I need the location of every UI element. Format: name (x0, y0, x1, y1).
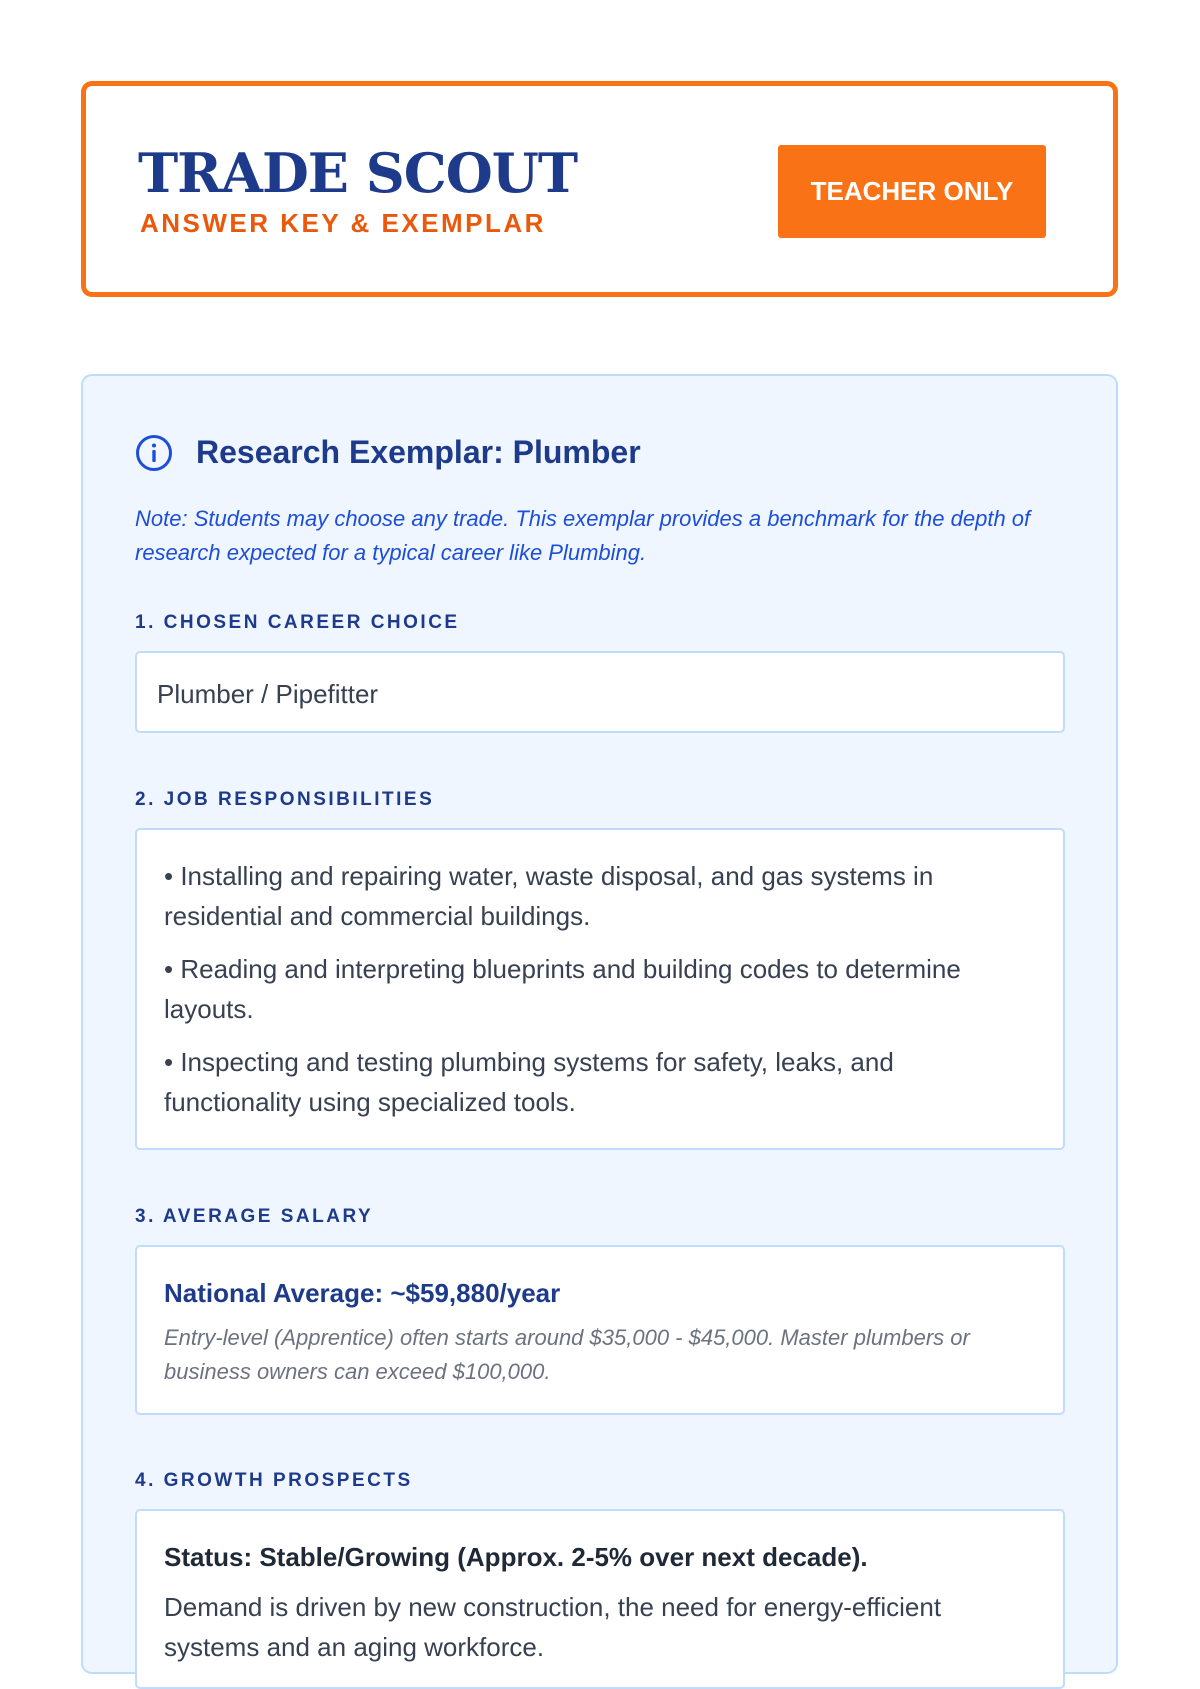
header-card (81, 81, 1118, 297)
list-item: • Reading and interpreting blueprints and building codes to determine layouts. (164, 954, 961, 1024)
list-item: • Inspecting and testing plumbing systems for safety, leaks, and functionality using specialized tools. (164, 1047, 894, 1117)
section-title: Research Exemplar: Plumber (196, 434, 641, 470)
list-item: • Installing and repairing water, waste disposal, and gas systems in residential and commercial buildings. (164, 861, 934, 931)
info-icon (135, 434, 173, 472)
salary-detail: Entry-level (Apprentice) often starts around $35,000 - $45,000. Master plumbers or business owners can exceed $100,000. (164, 1325, 970, 1384)
responsibilities-label: 2. JOB RESPONSIBILITIES (135, 789, 435, 810)
growth-field (135, 1509, 1065, 1689)
growth-status: Status: Stable/Growing (Approx. 2-5% over next decade). (164, 1542, 868, 1572)
responsibilities-list (164, 856, 1024, 1135)
responsibilities-field (135, 828, 1065, 1150)
brand-title: TRADE SCOUT (138, 141, 578, 205)
teacher-only-button[interactable]: TEACHER ONLY (778, 145, 1046, 238)
career-value: Plumber / Pipefitter (157, 679, 379, 709)
career-label: 1. CHOSEN CAREER CHOICE (135, 612, 460, 633)
growth-detail: Demand is driven by new construction, the need for energy-efficient systems and an aging workforce. (164, 1592, 942, 1662)
salary-field (135, 1245, 1065, 1415)
growth-label: 4. GROWTH PROSPECTS (135, 1470, 413, 1491)
exemplar-card (81, 374, 1118, 1674)
exemplar-note: Note: Students may choose any trade. This exemplar provides a benchmark for the depth of research expected for a typical career like Plumbing. (135, 506, 1031, 565)
brand-subtitle: ANSWER KEY & EXEMPLAR (140, 208, 546, 238)
career-field (135, 651, 1065, 733)
salary-headline: National Average: ~$59,880/year (164, 1278, 561, 1308)
salary-label: 3. AVERAGE SALARY (135, 1206, 374, 1227)
